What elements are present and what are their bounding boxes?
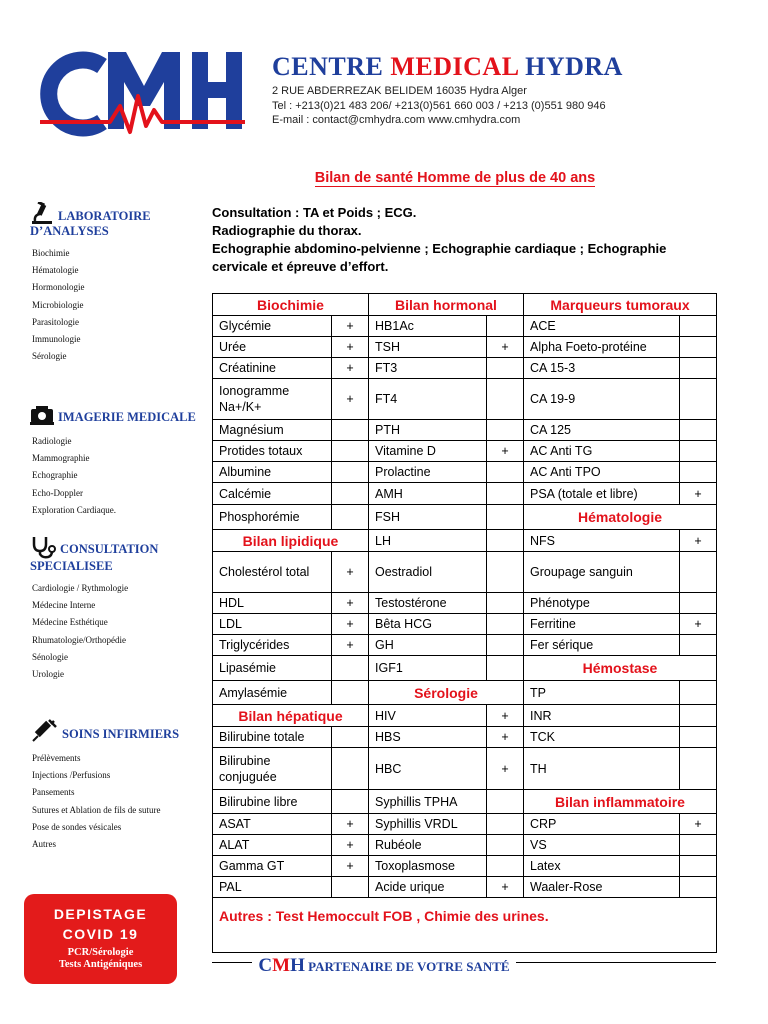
sidebar-list-item: Hématologie bbox=[32, 265, 79, 276]
table-row bbox=[213, 420, 717, 441]
check-mark-cell bbox=[332, 420, 369, 441]
table-row bbox=[213, 379, 717, 420]
table-row bbox=[213, 790, 717, 814]
table-row bbox=[213, 727, 717, 748]
imaging-title: IMAGERIE MEDICALE bbox=[58, 410, 196, 424]
test-name-cell: TH bbox=[524, 748, 680, 790]
test-name-cell: PTH bbox=[369, 420, 487, 441]
section-heading: Sérologie bbox=[369, 681, 524, 705]
test-name-cell: Phénotype bbox=[524, 593, 680, 614]
sidebar-consultation bbox=[30, 535, 215, 683]
check-mark-cell bbox=[487, 379, 524, 420]
table-row bbox=[213, 681, 717, 705]
test-name-cell: Bilirubine libre bbox=[213, 790, 332, 814]
check-mark-cell: + bbox=[332, 835, 369, 856]
table-row bbox=[213, 877, 717, 898]
sidebar-list-item: Hormonologie bbox=[32, 282, 85, 293]
table-row bbox=[213, 814, 717, 835]
sidebar-list-item: Mammographie bbox=[32, 453, 90, 464]
check-mark-cell: + bbox=[332, 856, 369, 877]
footer-tagline: PARTENAIRE DE VOTRE SANTÉ bbox=[308, 959, 510, 974]
test-name-cell: CRP bbox=[524, 814, 680, 835]
check-mark-cell bbox=[680, 835, 717, 856]
test-name-cell: Lipasémie bbox=[213, 656, 332, 681]
test-name-cell: INR bbox=[524, 705, 680, 727]
sidebar-list-item: Urologie bbox=[32, 669, 64, 680]
check-mark-cell bbox=[680, 379, 717, 420]
sidebar-list-item: Parasitologie bbox=[32, 316, 79, 327]
check-mark-cell bbox=[487, 530, 524, 552]
check-mark-cell bbox=[487, 552, 524, 593]
test-name-cell: Magnésium bbox=[213, 420, 332, 441]
section-heading: Bilan hépatique bbox=[213, 705, 369, 727]
table-row bbox=[213, 505, 717, 530]
imaging-list bbox=[32, 433, 215, 519]
test-name-cell: Créatinine bbox=[213, 358, 332, 379]
check-mark-cell bbox=[487, 358, 524, 379]
check-mark-cell bbox=[487, 462, 524, 483]
test-name-cell: FT3 bbox=[369, 358, 487, 379]
table-row bbox=[213, 316, 717, 337]
check-mark-cell: + bbox=[680, 483, 717, 505]
table-row bbox=[213, 705, 717, 727]
check-mark-cell bbox=[680, 420, 717, 441]
check-mark-cell bbox=[680, 705, 717, 727]
check-mark-cell bbox=[332, 483, 369, 505]
syringe-icon bbox=[30, 716, 58, 744]
table-row bbox=[213, 748, 717, 790]
table-row bbox=[213, 656, 717, 681]
check-mark-cell bbox=[332, 505, 369, 530]
test-name-cell: Waaler-Rose bbox=[524, 877, 680, 898]
check-mark-cell: + bbox=[332, 379, 369, 420]
check-mark-cell bbox=[680, 462, 717, 483]
test-name-cell: Syphillis VRDL bbox=[369, 814, 487, 835]
sidebar-imagerie bbox=[30, 405, 215, 519]
test-name-cell: HIV bbox=[369, 705, 487, 727]
org-name: CENTRE MEDICAL HYDRA bbox=[272, 52, 623, 81]
check-mark-cell: + bbox=[487, 877, 524, 898]
check-mark-cell: + bbox=[332, 337, 369, 358]
address: 2 RUE ABDERREZAK BELIDEM 16035 Hydra Alger bbox=[272, 85, 527, 97]
test-name-cell: CA 19-9 bbox=[524, 379, 680, 420]
contact-block bbox=[272, 84, 606, 128]
check-mark-cell bbox=[487, 420, 524, 441]
lab-list bbox=[32, 245, 215, 365]
test-name-cell: PSA (totale et libre) bbox=[524, 483, 680, 505]
intro-text: Consultation : TA et Poids ; ECG. Radiographie du thorax. Echographie abdomino-pelvienne ; Echographie cardiaque ; Echographie cervicale et épreuve d’effort. bbox=[212, 205, 667, 274]
test-name-cell: NFS bbox=[524, 530, 680, 552]
test-name-cell: AMH bbox=[369, 483, 487, 505]
test-name-cell: Rubéole bbox=[369, 835, 487, 856]
table-row bbox=[213, 483, 717, 505]
check-mark-cell bbox=[680, 635, 717, 656]
test-name-cell: CA 15-3 bbox=[524, 358, 680, 379]
sidebar-list-item: Injections /Perfusions bbox=[32, 770, 111, 781]
test-name-cell: Vitamine D bbox=[369, 441, 487, 462]
sidebar-list-item: Exploration Cardiaque. bbox=[32, 504, 116, 515]
test-name-cell: Protides totaux bbox=[213, 441, 332, 462]
care-list bbox=[32, 750, 215, 853]
check-mark-cell: + bbox=[487, 748, 524, 790]
section-heading: Hémostase bbox=[524, 656, 717, 681]
test-name-cell: Ionogramme Na+/K+ bbox=[213, 379, 332, 420]
section-heading: Marqueurs tumoraux bbox=[524, 294, 717, 316]
test-name-cell: FSH bbox=[369, 505, 487, 530]
sidebar-soins bbox=[30, 716, 215, 853]
table-row bbox=[213, 552, 717, 593]
sidebar-laboratoire bbox=[30, 202, 215, 365]
check-mark-cell bbox=[680, 748, 717, 790]
sidebar-list-item: Médecine Esthétique bbox=[32, 617, 108, 628]
table-row bbox=[213, 835, 717, 856]
check-mark-cell bbox=[487, 614, 524, 635]
table-row bbox=[213, 593, 717, 614]
check-mark-cell bbox=[487, 505, 524, 530]
check-mark-cell: + bbox=[332, 614, 369, 635]
check-mark-cell: + bbox=[680, 614, 717, 635]
test-name-cell: Toxoplasmose bbox=[369, 856, 487, 877]
test-name-cell: ASAT bbox=[213, 814, 332, 835]
sidebar-list-item: Echo-Doppler bbox=[32, 487, 83, 498]
lab-title-1: LABORATOIRE bbox=[58, 209, 151, 223]
check-mark-cell bbox=[487, 835, 524, 856]
sidebar-list-item: Rhumatologie/Orthopédie bbox=[32, 634, 126, 645]
stethoscope-icon bbox=[30, 535, 56, 559]
check-mark-cell bbox=[487, 316, 524, 337]
consult-list bbox=[32, 580, 215, 683]
check-mark-cell bbox=[487, 856, 524, 877]
test-name-cell: HBS bbox=[369, 727, 487, 748]
sidebar-list-item: Sénologie bbox=[32, 651, 68, 662]
table-row bbox=[213, 358, 717, 379]
test-name-cell: HDL bbox=[213, 593, 332, 614]
check-mark-cell: + bbox=[332, 358, 369, 379]
check-mark-cell bbox=[332, 441, 369, 462]
sidebar-list-item: Radiologie bbox=[32, 436, 72, 446]
tests-table bbox=[212, 293, 717, 953]
check-mark-cell bbox=[680, 681, 717, 705]
sidebar-list-item: Pose de sondes vésicales bbox=[32, 821, 122, 832]
test-name-cell: Oestradiol bbox=[369, 552, 487, 593]
check-mark-cell bbox=[680, 316, 717, 337]
section-heading: Bilan inflammatoire bbox=[524, 790, 717, 814]
test-name-cell: Acide urique bbox=[369, 877, 487, 898]
test-name-cell: LH bbox=[369, 530, 487, 552]
check-mark-cell bbox=[332, 462, 369, 483]
check-mark-cell: + bbox=[680, 814, 717, 835]
scanner-icon bbox=[30, 405, 54, 427]
check-mark-cell bbox=[680, 593, 717, 614]
check-mark-cell bbox=[680, 856, 717, 877]
check-mark-cell bbox=[487, 814, 524, 835]
test-name-cell: HBC bbox=[369, 748, 487, 790]
test-name-cell: IGF1 bbox=[369, 656, 487, 681]
check-mark-cell bbox=[332, 681, 369, 705]
sidebar-list-item: Sutures et Ablation de fils de suture bbox=[32, 804, 161, 815]
table-row bbox=[213, 530, 717, 552]
test-name-cell: LDL bbox=[213, 614, 332, 635]
test-name-cell: Fer sérique bbox=[524, 635, 680, 656]
test-name-cell: Albumine bbox=[213, 462, 332, 483]
email-website: E-mail : contact@cmhydra.com www.cmhydra.com bbox=[272, 114, 521, 126]
test-name-cell: ALAT bbox=[213, 835, 332, 856]
check-mark-cell bbox=[332, 877, 369, 898]
test-name-cell: Bêta HCG bbox=[369, 614, 487, 635]
check-mark-cell: + bbox=[332, 635, 369, 656]
check-mark-cell bbox=[680, 337, 717, 358]
test-name-cell: TCK bbox=[524, 727, 680, 748]
test-name-cell: HB1Ac bbox=[369, 316, 487, 337]
test-name-cell: Triglycérides bbox=[213, 635, 332, 656]
check-mark-cell bbox=[680, 441, 717, 462]
test-name-cell: Gamma GT bbox=[213, 856, 332, 877]
test-name-cell: AC Anti TG bbox=[524, 441, 680, 462]
cmh-logo bbox=[40, 44, 245, 139]
check-mark-cell bbox=[487, 483, 524, 505]
test-name-cell: FT4 bbox=[369, 379, 487, 420]
test-name-cell: Testostérone bbox=[369, 593, 487, 614]
section-heading: Bilan lipidique bbox=[213, 530, 369, 552]
document-title: Bilan de santé Homme de plus de 40 ans bbox=[314, 170, 596, 186]
check-mark-cell bbox=[487, 593, 524, 614]
sidebar-list-item: Biochimie bbox=[32, 248, 70, 258]
test-name-cell: Bilirubine conjuguée bbox=[213, 748, 332, 790]
test-name-cell: Syphillis TPHA bbox=[369, 790, 487, 814]
check-mark-cell bbox=[680, 727, 717, 748]
check-mark-cell bbox=[487, 790, 524, 814]
sidebar-list-item: Cardiologie / Rythmologie bbox=[32, 583, 129, 593]
check-mark-cell: + bbox=[332, 593, 369, 614]
check-mark-cell: + bbox=[680, 530, 717, 552]
sidebar-list-item: Microbiologie bbox=[32, 299, 84, 310]
check-mark-cell: + bbox=[487, 727, 524, 748]
phone-numbers: Tel : +213(0)21 483 206/ +213(0)561 660 003 / +213 (0)551 980 946 bbox=[272, 99, 606, 112]
test-name-cell: VS bbox=[524, 835, 680, 856]
check-mark-cell bbox=[680, 358, 717, 379]
check-mark-cell: + bbox=[487, 337, 524, 358]
sidebar-list-item: Médecine Interne bbox=[32, 600, 96, 611]
test-name-cell: Glycémie bbox=[213, 316, 332, 337]
check-mark-cell: + bbox=[332, 316, 369, 337]
test-name-cell: Latex bbox=[524, 856, 680, 877]
test-name-cell: Phosphorémie bbox=[213, 505, 332, 530]
check-mark-cell: + bbox=[487, 705, 524, 727]
sidebar-list-item: Sérologie bbox=[32, 351, 67, 362]
check-mark-cell bbox=[487, 656, 524, 681]
lab-title-2: D’ANALYSES bbox=[30, 224, 109, 238]
test-name-cell: Alpha Foeto-protéine bbox=[524, 337, 680, 358]
test-name-cell: Ferritine bbox=[524, 614, 680, 635]
section-heading: Hématologie bbox=[524, 505, 717, 530]
test-name-cell: ACE bbox=[524, 316, 680, 337]
care-title: SOINS INFIRMIERS bbox=[62, 727, 180, 741]
consult-title-2: SPECIALISEE bbox=[30, 559, 113, 573]
check-mark-cell bbox=[332, 748, 369, 790]
table-row bbox=[213, 462, 717, 483]
sidebar-list-item: Pansements bbox=[32, 787, 75, 798]
sidebar-list-item: Echographie bbox=[32, 470, 78, 481]
test-name-cell: Cholestérol total bbox=[213, 552, 332, 593]
test-name-cell: TSH bbox=[369, 337, 487, 358]
test-name-cell: GH bbox=[369, 635, 487, 656]
test-name-cell: Groupage sanguin bbox=[524, 552, 680, 593]
table-row bbox=[213, 635, 717, 656]
check-mark-cell bbox=[680, 877, 717, 898]
covid-line-3: PCR/Sérologie bbox=[67, 947, 134, 958]
microscope-icon bbox=[30, 202, 54, 224]
footer bbox=[0, 955, 768, 977]
covid-line-2: COVID 19 bbox=[62, 926, 139, 942]
check-mark-cell bbox=[680, 552, 717, 593]
footer-logo-text: CMH bbox=[258, 955, 305, 976]
table-row bbox=[213, 856, 717, 877]
test-name-cell: CA 125 bbox=[524, 420, 680, 441]
test-name-cell: PAL bbox=[213, 877, 332, 898]
autres-note: Autres : Test Hemoccult FOB , Chimie des urines. bbox=[213, 898, 717, 953]
check-mark-cell: + bbox=[332, 552, 369, 593]
test-name-cell: Calcémie bbox=[213, 483, 332, 505]
check-mark-cell: + bbox=[332, 814, 369, 835]
test-name-cell: Amylasémie bbox=[213, 681, 332, 705]
table-row bbox=[213, 441, 717, 462]
test-name-cell: TP bbox=[524, 681, 680, 705]
covid-line-1: DEPISTAGE bbox=[53, 906, 148, 922]
check-mark-cell bbox=[332, 656, 369, 681]
consult-title-1: CONSULTATION bbox=[60, 542, 159, 556]
sidebar-list-item: Autres bbox=[32, 839, 56, 850]
table-row bbox=[213, 337, 717, 358]
section-heading: Biochimie bbox=[213, 294, 369, 316]
covid-line-4: Tests Antigéniques bbox=[58, 959, 143, 970]
check-mark-cell bbox=[332, 727, 369, 748]
table-row bbox=[213, 294, 717, 316]
test-name-cell: Urée bbox=[213, 337, 332, 358]
test-name-cell: AC Anti TPO bbox=[524, 462, 680, 483]
check-mark-cell: + bbox=[487, 441, 524, 462]
sidebar-list-item: Immunologie bbox=[32, 334, 81, 345]
section-heading: Bilan hormonal bbox=[369, 294, 524, 316]
check-mark-cell bbox=[332, 790, 369, 814]
check-mark-cell bbox=[487, 635, 524, 656]
test-name-cell: Prolactine bbox=[369, 462, 487, 483]
test-name-cell: Bilirubine totale bbox=[213, 727, 332, 748]
sidebar-list-item: Prélèvements bbox=[32, 753, 81, 763]
table-row bbox=[213, 614, 717, 635]
